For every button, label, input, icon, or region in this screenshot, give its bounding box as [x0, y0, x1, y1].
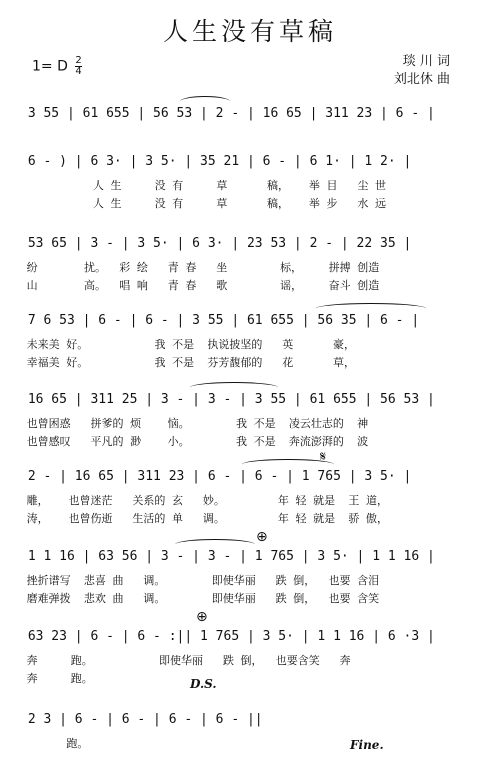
coda-sign: ⊕: [256, 529, 268, 545]
lyric-verse-1: 挫折谱写 悲喜 曲 调。 即使华丽 跌 倒， 也要 含泪: [20, 574, 380, 587]
time-numerator: 2: [75, 55, 82, 66]
composer-credit: 刘北休 曲: [393, 72, 450, 87]
notation-row: 7 6 53 | 6 - | 6 - | 3 55 | 61 655 | 56 35 | 6 - |: [20, 313, 420, 328]
segno-sign: 𝄋: [320, 449, 327, 465]
key-signature: [32, 56, 82, 77]
lyric-verse-2: 幸福美 好。 我 不是 芬芳馥郁的 花 草，: [20, 356, 355, 369]
notation-row: 6 - ) | 6 3· | 3 5· | 35 21 | 6 - | 6 1· | 1 2· |: [20, 154, 412, 169]
notation-row: 16 65 | 311 25 | 3 - | 3 - | 3 55 | 61 655 | 56 53 |: [20, 392, 435, 407]
lyric-verse-1: 跑。: [20, 737, 89, 750]
lyric-verse-1: 也曾困惑 拼爹的 烦 恼。 我 不是 凌云壮志的 神: [20, 417, 369, 430]
coda-sign: ⊕: [196, 609, 208, 625]
notation-row: 53 65 | 3 - | 3 5· | 6 3· | 23 53 | 2 - | 22 35 |: [20, 236, 412, 251]
slur: [190, 382, 278, 393]
key-label: 1= D: [32, 58, 68, 75]
lyric-verse-1: 未来美 好。 我 不是 执说披坚的 英 豪，: [20, 338, 355, 351]
notation-row: 3 55 | 61 655 | 56 53 | 2 - | 16 65 | 311 23 | 6 - |: [20, 106, 435, 121]
lyric-verse-1: 雕， 也曾迷茫 关系的 玄 妙。 年 轻 就是 王 道，: [20, 494, 388, 507]
lyric-verse-2: 人 生 没 有 草 稿， 举 步 水 远: [20, 197, 387, 210]
notation-row: 2 - | 16 65 | 311 23 | 6 - | 6 - | 1 765 | 3 5· |: [20, 469, 412, 484]
lyric-verse-2: 磨难弹拨 悲欢 曲 调。 即使华丽 跌 倒， 也要 含笑: [20, 592, 380, 605]
lyric-verse-1: 人 生 没 有 草 稿， 举 目 尘 世: [20, 179, 387, 192]
slur: [180, 96, 230, 107]
fine-mark: Fine.: [350, 738, 384, 752]
lyric-verse-1: 纷 扰。 彩 绘 青 春 坐 标， 拼搏 创造: [20, 261, 380, 274]
lyric-verse-2: 涛， 也曾伤逝 生活的 单 调。 年 轻 就是 骄 傲，: [20, 512, 388, 525]
ds-mark: D.S.: [190, 677, 217, 691]
notation-row: 2 3 | 6 - | 6 - | 6 - | 6 - ||: [20, 712, 263, 727]
notation-row: 63 23 | 6 - | 6 - :|| 1 765 | 3 5· | 1 1 16 | 6 ·3 |: [20, 629, 435, 644]
page-title: 人生没有草稿: [162, 17, 337, 46]
lyric-verse-1: 奔 跑。 即使华丽 跌 倒， 也要含笑 奔: [20, 654, 351, 667]
lyricist-credit: 琰 川 词: [402, 54, 450, 69]
lyric-verse-2: 也曾感叹 平凡的 渺 小。 我 不是 奔流澎湃的 波: [20, 435, 369, 448]
time-signature: [75, 56, 81, 77]
lyric-verse-2: 山 高。 唱 响 青 春 歌 谣， 奋斗 创造: [20, 279, 380, 292]
lyric-verse-2: 奔 跑。: [20, 672, 93, 685]
slur: [316, 303, 426, 314]
time-denominator: 4: [75, 66, 82, 77]
slur: [175, 539, 255, 550]
notation-row: 1 1 16 | 63 56 | 3 - | 3 - | 1 765 | 3 5· | 1 1 16 |: [20, 549, 435, 564]
